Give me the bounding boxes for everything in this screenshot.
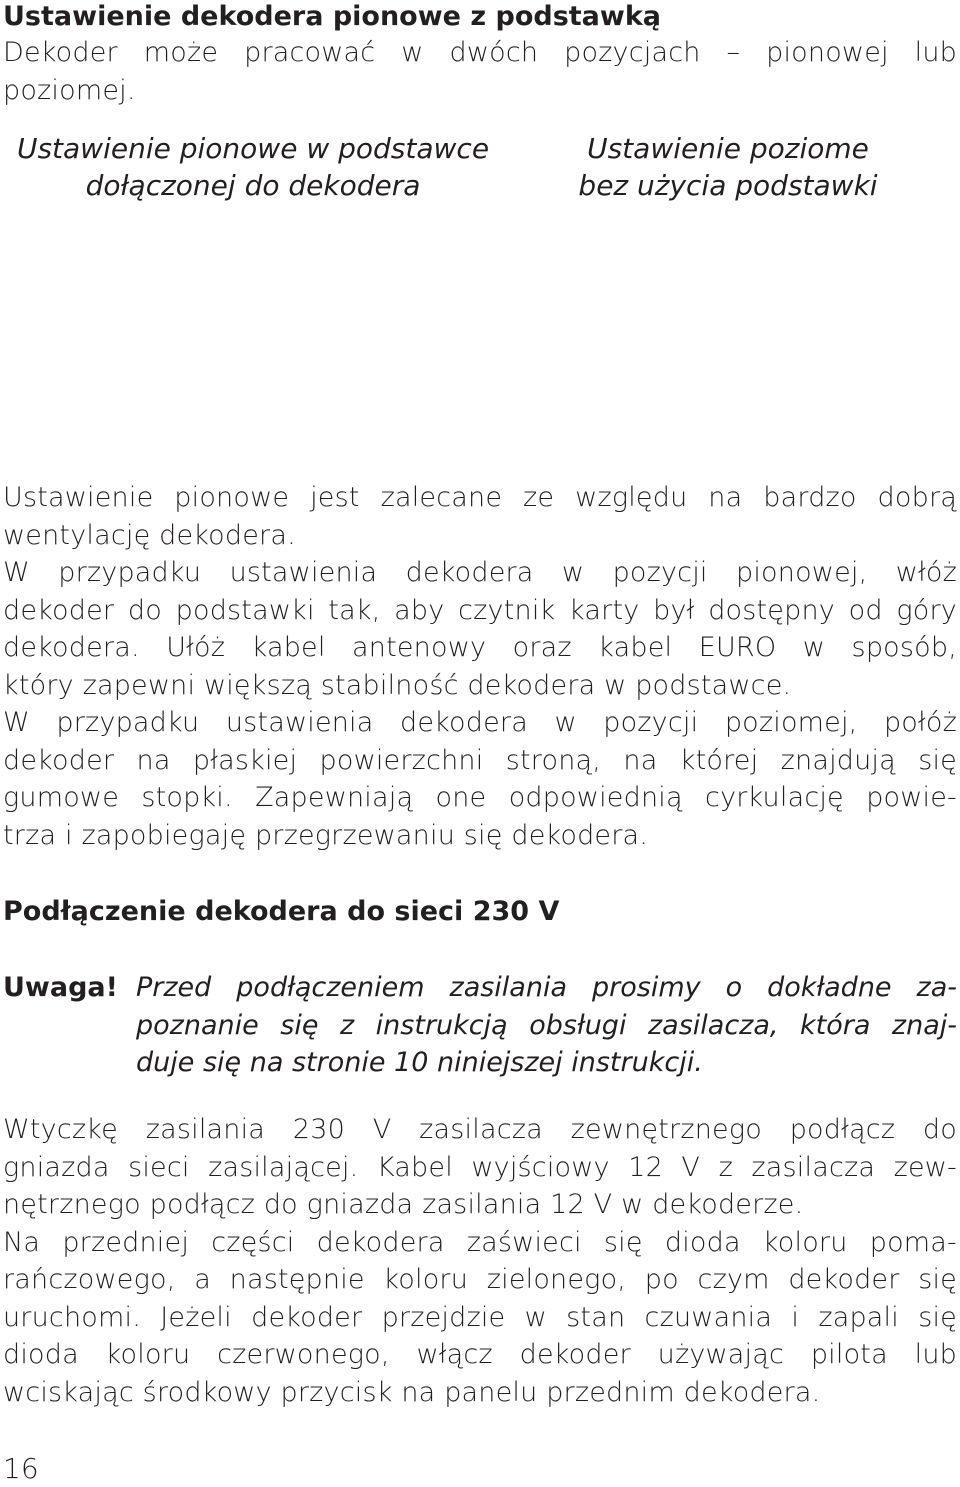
body-line: dekoder na płaskiej powierzchni stroną, na której znajdują się bbox=[3, 744, 957, 776]
body-line: wciskając środkowy przycisk na panelu przednim dekodera. bbox=[3, 1376, 821, 1408]
body-line: W przypadku ustawienia dekodera w pozycji poziomej, połóż bbox=[3, 707, 957, 738]
intro-line: poziomej. bbox=[3, 74, 136, 106]
body-line: dioda koloru czerwonego, włącz dekoder używając pilota lub bbox=[3, 1339, 957, 1370]
body-line: nętrznego podłącz do gniazda zasilania 12 V w dekoderze. bbox=[3, 1189, 804, 1220]
warning-line: poznanie się z instrukcją obsługi zasilacza, która znaj- bbox=[136, 1009, 957, 1041]
position-captions bbox=[3, 130, 957, 210]
warning-label: Uwaga! bbox=[3, 972, 118, 1003]
page-number: 16 bbox=[3, 1452, 39, 1485]
body-line: Na przedniej części dekodera zaświeci się dioda koloru poma- bbox=[3, 1226, 957, 1258]
warning-text bbox=[136, 969, 957, 1082]
intro-line: Dekoder może pracować w dwóch pozycjach – pionowej lub bbox=[3, 37, 957, 68]
caption-line: Ustawienie poziome bbox=[587, 132, 869, 165]
body-line: gniazda sieci zasilającej. Kabel wyjściowy 12 V z zasilacza zew- bbox=[3, 1151, 957, 1183]
section-title-vertical-stand: Ustawienie dekodera pionowe z podstawką bbox=[3, 1, 662, 32]
power-connection-body bbox=[3, 1111, 957, 1411]
intro-paragraph bbox=[3, 34, 957, 109]
warning-line: Przed podłączeniem zasilania prosimy o dokładne za- bbox=[136, 972, 957, 1003]
caption-horizontal-position bbox=[523, 130, 933, 204]
body-line: dekoder do podstawki tak, aby czytnik karty był dostępny od góry bbox=[3, 594, 957, 626]
caption-line: dołączonej do dekodera bbox=[85, 169, 421, 202]
body-line: W przypadku ustawienia dekodera w pozycji pionowej, włóż bbox=[3, 557, 957, 588]
body-line: dekodera. Ułóż kabel antenowy oraz kabel EURO w sposób, bbox=[3, 632, 957, 663]
body-line: trza i zapobiegaję przegrzewaniu się dekodera. bbox=[3, 819, 649, 851]
warning-line: duje się na stronie 10 niniejszej instrukcji. bbox=[136, 1047, 703, 1078]
body-line: gumowe stopki. Zapewniają one odpowiednią cyrkulację powie- bbox=[3, 782, 957, 813]
caption-vertical-position bbox=[3, 130, 503, 204]
caption-line: bez użycia podstawki bbox=[578, 169, 878, 202]
vertical-stand-body bbox=[3, 479, 957, 854]
body-line: uruchomi. Jeżeli dekoder przejdzie w stan czuwania i zapali się bbox=[3, 1301, 957, 1333]
body-line: który zapewni większą stabilność dekodera w podstawce. bbox=[3, 669, 792, 701]
caption-line: Ustawienie pionowe w podstawce bbox=[16, 132, 490, 165]
section-title-power-connection: Podłączenie dekodera do sieci 230 V bbox=[3, 896, 560, 927]
body-line: rańczowego, a następnie koloru zielonego, po czym dekoder się bbox=[3, 1264, 957, 1295]
body-line: wentylację dekodera. bbox=[3, 519, 296, 551]
body-line: Wtyczkę zasilania 230 V zasilacza zewnętrznego podłącz do bbox=[3, 1114, 957, 1145]
section-vertical-stand bbox=[3, 0, 957, 109]
body-line: Ustawienie pionowe jest zalecane ze względu na bardzo dobrą bbox=[3, 482, 957, 513]
